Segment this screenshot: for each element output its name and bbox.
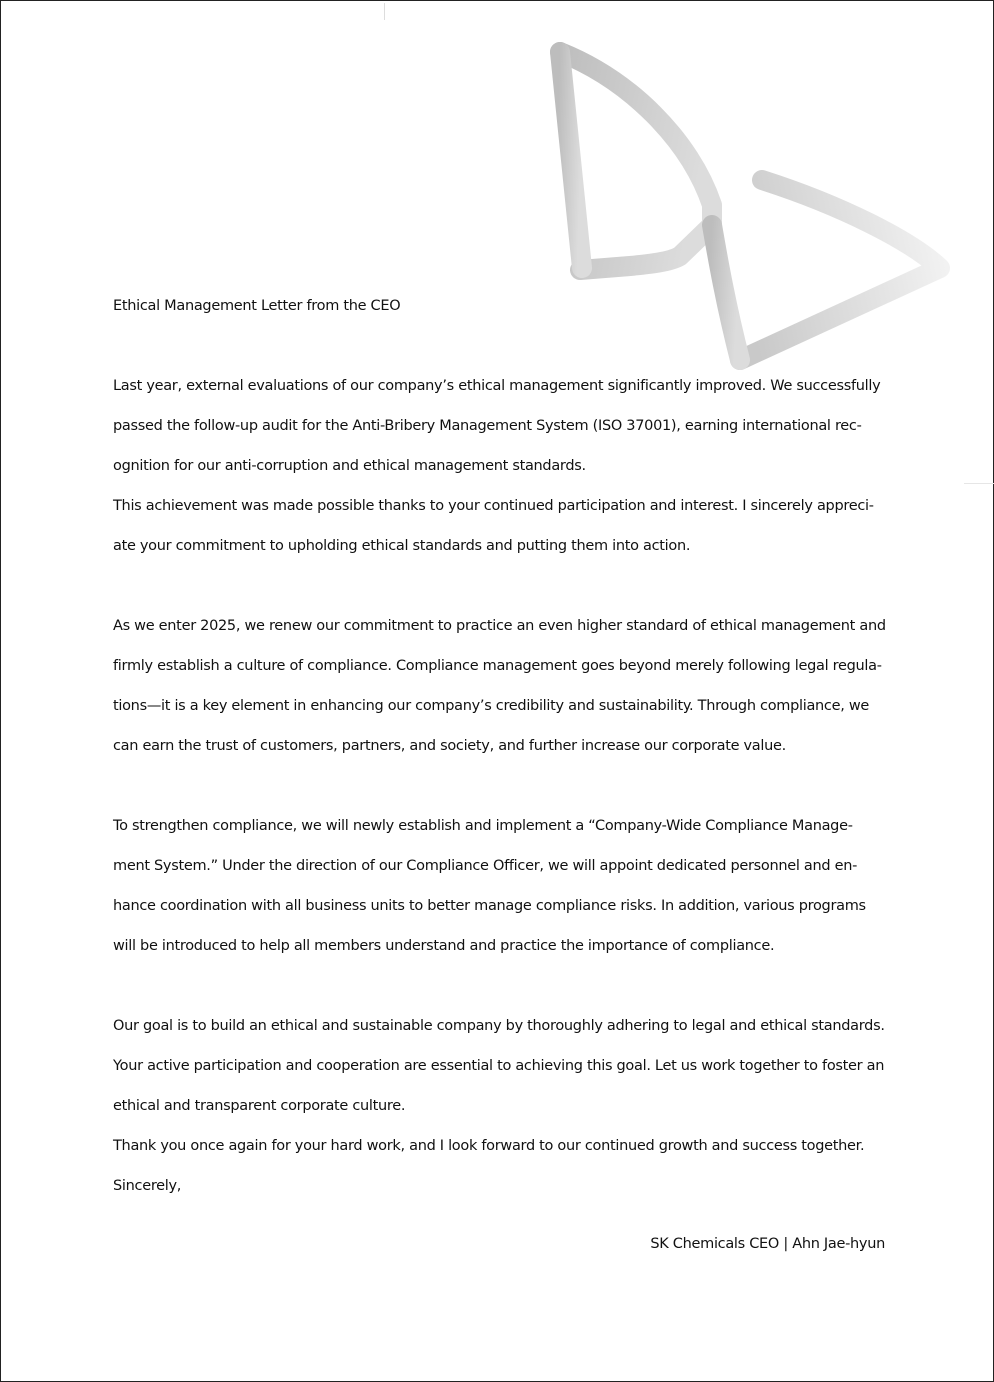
- page-divider-mark: [384, 3, 385, 20]
- spacer: [113, 566, 903, 606]
- letter-body: [113, 286, 903, 1206]
- signature-line: SK Chemicals CEO | Ahn Jae-hyun: [650, 1236, 885, 1252]
- spacer: [113, 766, 903, 806]
- letter-paragraph: Last year, external evaluations of our company’s ethical management significantly improved. We successfully passed the follow-up audit for the Anti-Bribery Management System (ISO 37001), earning international rec- ognition for our anti-corruption and ethical management standards. This achievement was made possible thanks to your continued participation and interest. I sincerely appreci- ate your commitment to upholding ethical standards and putting them into action.: [113, 378, 881, 554]
- letter-paragraph: As we enter 2025, we renew our commitment to practice an even higher standard of ethical management and firmly establish a culture of compliance. Compliance management goes beyond merely following legal regula- tions—it is a key element in enhancing our company’s credibility and sustainability. Through compliance, we can earn the trust of customers, partners, and society, and further increase our corporate value.: [113, 618, 886, 754]
- spacer: [113, 326, 903, 366]
- spacer: [113, 966, 903, 1006]
- letter-paragraph: Our goal is to build an ethical and sustainable company by thoroughly adhering to legal and ethical standards. Your active participation and cooperation are essential to achieving this goal. Let us work together to foster an ethical and transparent corporate culture. Thank you once again for your hard work, and I look forward to our continued growth and success together. Sincerely,: [113, 1018, 885, 1194]
- letter-title: Ethical Management Letter from the CEO: [113, 298, 401, 314]
- page-divider-mark: [964, 483, 994, 484]
- letter-paragraph: To strengthen compliance, we will newly establish and implement a “Company-Wide Compliance Manage- ment System.” Under the direction of our Compliance Officer, we will appoint dedicated personnel and en- hance coordination with all business units to better manage compliance risks. In addition, various programs will be introduced to help all members understand and practice the importance of compliance.: [113, 818, 866, 954]
